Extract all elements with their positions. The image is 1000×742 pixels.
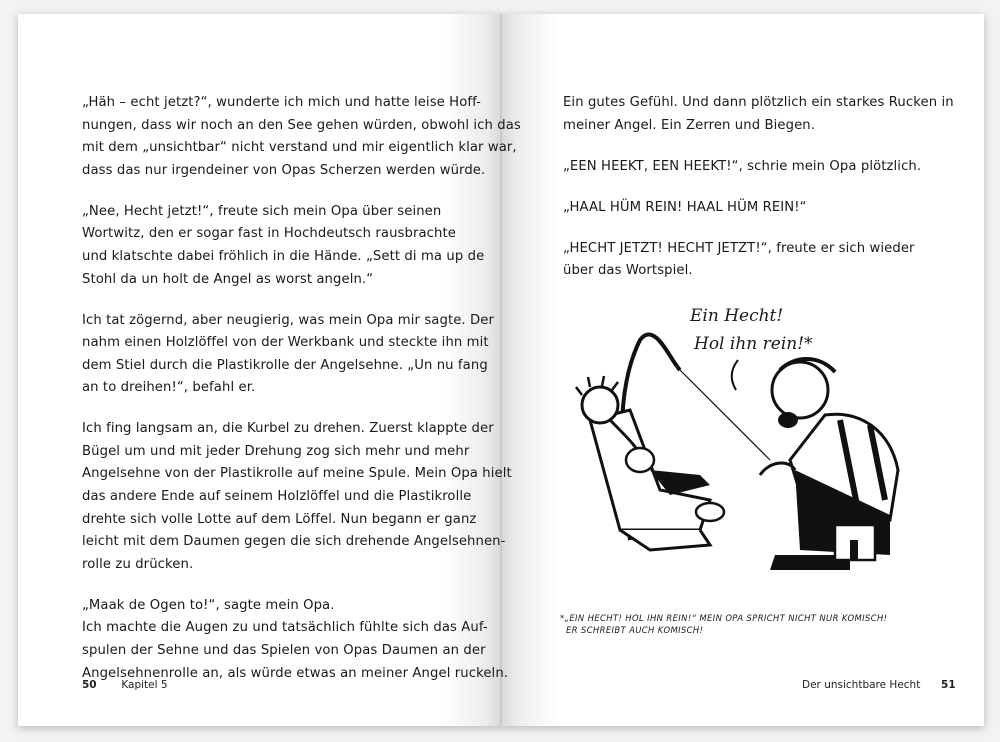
text-line: Ich machte die Augen zu und tatsächlich fühlte sich das Auf- xyxy=(82,620,488,636)
text-line: Stohl da un holt de Angel as worst angeln.“ xyxy=(82,271,374,287)
paragraph xyxy=(82,310,521,400)
text-line: Ich fing langsam an, die Kurbel zu drehen. Zuerst klappte der xyxy=(82,421,494,437)
footnote-line: *„EIN HECHT! HOL IHN REIN!“ MEIN OPA SPRICHT NICHT NUR KOMISCH! xyxy=(560,613,888,623)
paragraph xyxy=(82,418,521,576)
footnote-line: ER SCHREIBT AUCH KOMISCH! xyxy=(566,625,704,635)
text-line: dass das nur irgendeiner von Opas Scherzen werden würde. xyxy=(82,162,486,178)
text-line: spulen der Sehne und das Spielen von Opas Daumen an der xyxy=(82,643,486,659)
right-page-body xyxy=(563,92,954,301)
text-line: Bügel um und mit jeder Drehung zog sich mehr und mehr xyxy=(82,443,470,459)
text-line: leicht mit dem Daumen gegen die sich drehende Angelsehnen- xyxy=(82,534,506,550)
running-head: Der unsichtbare Hecht xyxy=(802,679,921,691)
text-line: „Maak de Ogen to!“, sagte mein Opa. xyxy=(82,597,335,613)
speech-bubble xyxy=(690,302,813,358)
paragraph xyxy=(82,595,521,685)
text-line: „EEN HEEKT, EEN HEEKT!“, schrie mein Opa plötzlich. xyxy=(563,158,922,174)
text-line: drehte sich volle Lotte auf dem Löffel. Nun begann er ganz xyxy=(82,511,477,527)
text-line: und klatschte dabei fröhlich in die Hände. „Sett di ma up de xyxy=(82,248,485,264)
paragraph xyxy=(563,197,954,220)
running-head: Kapitel 5 xyxy=(121,679,168,691)
paragraph xyxy=(82,92,521,182)
text-line: an to dreihen!“, befahl er. xyxy=(82,380,256,396)
text-line: dem Stiel durch die Plastikrolle der Angelsehne. „Un nu fang xyxy=(82,357,488,373)
text-line: Ein gutes Gefühl. Und dann plötzlich ein starkes Rucken in xyxy=(563,95,954,110)
paragraph xyxy=(563,238,954,283)
text-line: „HECHT JETZT! HECHT JETZT!“, freute er sich wieder xyxy=(563,240,915,256)
text-line: „Nee, Hecht jetzt!“, freute sich mein Opa über seinen xyxy=(82,203,442,219)
text-line: „Häh – echt jetzt?“, wunderte ich mich und hatte leise Hoff- xyxy=(82,95,481,110)
text-line: nahm einen Holzlöffel von der Werkbank und steckte ihn mit xyxy=(82,335,489,351)
speech-line: Hol ihn rein!* xyxy=(694,334,813,354)
text-line: rolle zu drücken. xyxy=(82,556,194,572)
paragraph xyxy=(563,156,954,179)
text-line: Ich tat zögernd, aber neugierig, was mein Opa mir sagte. Der xyxy=(82,312,495,328)
text-line: Angelsehnenrolle an, als würde etwas an meiner Angel ruckeln. xyxy=(82,665,509,681)
text-line: Wortwitz, den er sogar fast in Hochdeutsch rausbrachte xyxy=(82,226,456,242)
text-line: meiner Angel. Ein Zerren und Biegen. xyxy=(563,117,816,133)
left-page-footer xyxy=(82,679,168,691)
paragraph xyxy=(563,92,954,137)
paragraph xyxy=(82,201,521,291)
right-page-footer xyxy=(802,679,956,691)
text-line: über das Wortspiel. xyxy=(563,263,693,279)
text-line: das andere Ende auf seinem Holzlöffel und die Plastikrolle xyxy=(82,489,472,505)
text-line: Angelsehne von der Plastikrolle auf meine Spule. Mein Opa hielt xyxy=(82,466,512,482)
text-line: „HAAL HÜM REIN! HAAL HÜM REIN!“ xyxy=(563,199,807,215)
text-line: mit dem „unsichtbar“ nicht verstand und mir eigentlich klar war, xyxy=(82,140,517,156)
page-number: 51 xyxy=(941,679,956,691)
left-page-body xyxy=(82,92,521,704)
text-line: nungen, dass wir noch an den See gehen würden, obwohl ich das xyxy=(82,117,521,133)
footnote xyxy=(560,612,940,636)
speech-line: Ein Hecht! xyxy=(690,306,784,326)
page-number: 50 xyxy=(82,679,97,691)
